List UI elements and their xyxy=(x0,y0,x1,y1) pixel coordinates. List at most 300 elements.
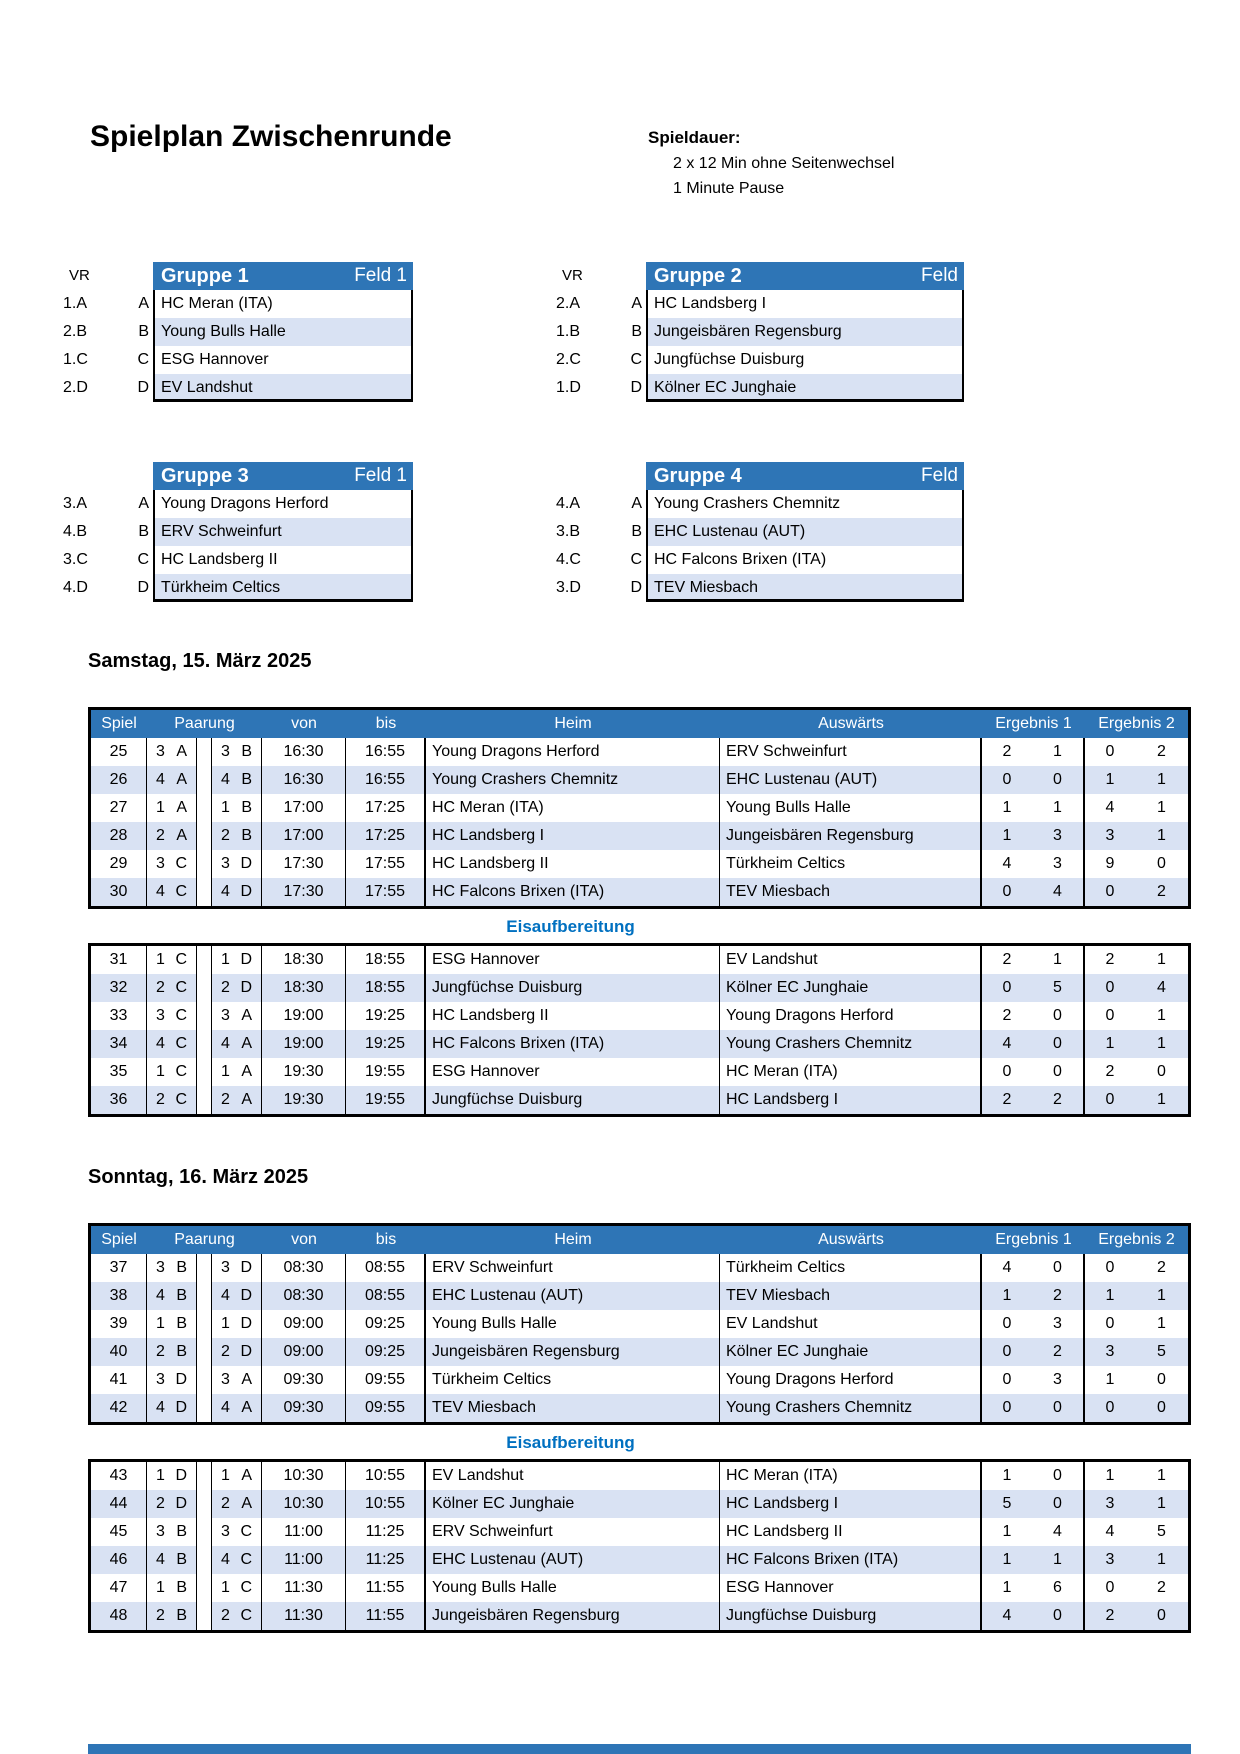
pairing-away-slot: D xyxy=(240,1343,252,1360)
pairing-away-group: 2 xyxy=(221,827,230,844)
pairing-home-slot: C xyxy=(175,883,187,900)
result-2-away: 1 xyxy=(1157,1035,1166,1052)
pairing-home-slot: B xyxy=(176,1343,187,1360)
result-2-home: 0 xyxy=(1105,979,1115,996)
pairing-away xyxy=(212,1366,262,1394)
result-1-home: 0 xyxy=(1002,1063,1012,1080)
pairing-home-group: 2 xyxy=(156,1091,165,1108)
pairing-away-slot: C xyxy=(240,1607,252,1624)
pairing-away xyxy=(212,794,262,822)
result-2-away: 2 xyxy=(1157,743,1166,760)
pairing-gap xyxy=(197,1310,212,1338)
match-row xyxy=(91,1030,1188,1058)
result-2-away: 1 xyxy=(1157,1007,1166,1024)
slot-letter: C xyxy=(137,351,149,368)
match-number: 39 xyxy=(91,1310,147,1338)
team-name: EV Landshut xyxy=(153,374,413,402)
end-time: 17:55 xyxy=(346,850,426,878)
home-team: EHC Lustenau (AUT) xyxy=(426,1282,720,1310)
result-2-away: 0 xyxy=(1157,1607,1166,1624)
slot-letter: D xyxy=(137,579,149,596)
result-1-home: 0 xyxy=(1002,1343,1012,1360)
group-header-spacer xyxy=(618,462,646,490)
away-team: Türkheim Celtics xyxy=(720,1254,982,1282)
result-1-away: 0 xyxy=(1032,1462,1085,1490)
seed-label: 4.B xyxy=(63,523,88,540)
team-name: ESG Hannover xyxy=(153,346,413,374)
pairing-away xyxy=(212,850,262,878)
group-team-row xyxy=(55,346,413,374)
start-time: 17:30 xyxy=(262,878,346,906)
end-time: 16:55 xyxy=(346,766,426,794)
result-1-away: 0 xyxy=(1032,1602,1085,1630)
home-team: ERV Schweinfurt xyxy=(426,1254,720,1282)
result-1-away: 0 xyxy=(1032,1394,1085,1422)
pairing-away-group: 1 xyxy=(221,799,230,816)
group-team-row xyxy=(55,490,413,518)
result-1-away: 0 xyxy=(1032,1058,1085,1086)
home-team: HC Landsberg II xyxy=(426,1002,720,1030)
pairing-home xyxy=(147,946,197,974)
pairing-away-group: 3 xyxy=(221,1259,230,1276)
pairing-gap xyxy=(197,1546,212,1574)
result-2-away: 5 xyxy=(1157,1343,1166,1360)
result-2-home: 1 xyxy=(1105,1371,1115,1388)
group-team-row xyxy=(548,346,964,374)
pairing-gap xyxy=(197,1518,212,1546)
pairing-away xyxy=(212,1030,262,1058)
result-1-home: 4 xyxy=(1002,1259,1012,1276)
match-row xyxy=(91,738,1188,766)
pairing-away-slot: B xyxy=(241,771,252,788)
match-number: 37 xyxy=(91,1254,147,1282)
col-header-paarung: Paarung xyxy=(174,715,235,732)
day-section xyxy=(88,1166,1191,1633)
home-team: Jungeisbären Regensburg xyxy=(426,1338,720,1366)
seed-label: 3.A xyxy=(63,495,88,512)
pairing-away xyxy=(212,1058,262,1086)
vr-column-label: VR xyxy=(69,267,90,284)
group-name: Gruppe 4 xyxy=(654,465,742,487)
end-time: 11:25 xyxy=(346,1546,426,1574)
result-1-away: 4 xyxy=(1032,1518,1085,1546)
match-row xyxy=(91,1574,1188,1602)
pairing-home xyxy=(147,1002,197,1030)
team-name: HC Landsberg I xyxy=(646,290,964,318)
slot-letter: A xyxy=(138,295,149,312)
group-field-label: Feld 1 xyxy=(354,265,407,286)
pairing-away-group: 4 xyxy=(221,1399,230,1416)
pairing-home-group: 1 xyxy=(156,1579,165,1596)
pairing-home-slot: C xyxy=(175,951,187,968)
group-field-label: Feld xyxy=(921,265,958,286)
pairing-home-group: 3 xyxy=(156,1371,165,1388)
seed-label: 4.D xyxy=(63,579,88,596)
pairing-gap xyxy=(197,1394,212,1422)
away-team: EHC Lustenau (AUT) xyxy=(720,766,982,794)
end-time: 08:55 xyxy=(346,1282,426,1310)
home-team: ESG Hannover xyxy=(426,946,720,974)
slot-letter: A xyxy=(631,295,642,312)
col-header-von: von xyxy=(291,715,317,732)
start-time: 17:00 xyxy=(262,822,346,850)
away-team: Young Crashers Chemnitz xyxy=(720,1394,982,1422)
pairing-home xyxy=(147,1030,197,1058)
result-2-home: 2 xyxy=(1105,951,1115,968)
pairing-away xyxy=(212,1518,262,1546)
away-team: HC Falcons Brixen (ITA) xyxy=(720,1546,982,1574)
pairing-away xyxy=(212,1574,262,1602)
start-time: 09:00 xyxy=(262,1310,346,1338)
match-row xyxy=(91,1002,1188,1030)
start-time: 11:00 xyxy=(262,1518,346,1546)
seed-label: 2.C xyxy=(556,351,581,368)
pairing-away-slot: D xyxy=(240,1315,252,1332)
home-team: Young Dragons Herford xyxy=(426,738,720,766)
away-team: Kölner EC Junghaie xyxy=(720,1338,982,1366)
away-team: HC Landsberg I xyxy=(720,1086,982,1114)
result-1-home: 2 xyxy=(1002,1091,1012,1108)
result-1-away: 0 xyxy=(1032,766,1085,794)
result-2-home: 3 xyxy=(1105,1343,1115,1360)
pairing-away xyxy=(212,1338,262,1366)
home-team: Young Bulls Halle xyxy=(426,1574,720,1602)
pairing-home-group: 4 xyxy=(156,1287,165,1304)
result-2-away: 1 xyxy=(1157,799,1166,816)
match-number: 42 xyxy=(91,1394,147,1422)
ice-resurfacing-label: Eisaufbereitung xyxy=(506,1433,635,1452)
pairing-home-group: 2 xyxy=(156,1495,165,1512)
result-1-home: 1 xyxy=(1002,1287,1012,1304)
result-2-home: 0 xyxy=(1105,1259,1115,1276)
match-number: 30 xyxy=(91,878,147,906)
pairing-away-group: 3 xyxy=(221,1007,230,1024)
pairing-gap xyxy=(197,1338,212,1366)
result-1-home: 0 xyxy=(1002,883,1012,900)
away-team: HC Meran (ITA) xyxy=(720,1462,982,1490)
pairing-gap xyxy=(197,1030,212,1058)
result-2-away: 0 xyxy=(1157,1371,1166,1388)
slot-letter: D xyxy=(630,579,642,596)
result-2-home: 3 xyxy=(1105,827,1115,844)
pairing-home-group: 1 xyxy=(156,799,165,816)
result-1-away: 0 xyxy=(1032,1002,1085,1030)
pairing-away-slot: D xyxy=(240,979,252,996)
pairing-home-slot: B xyxy=(176,1523,187,1540)
start-time: 17:30 xyxy=(262,850,346,878)
away-team: Kölner EC Junghaie xyxy=(720,974,982,1002)
match-row xyxy=(91,1490,1188,1518)
group-team-row xyxy=(548,490,964,518)
result-2-away: 2 xyxy=(1157,1259,1166,1276)
result-1-away: 3 xyxy=(1032,822,1085,850)
pairing-gap xyxy=(197,850,212,878)
next-table-header-strip xyxy=(88,1744,1191,1754)
pairing-away-slot: D xyxy=(240,883,252,900)
team-name: EHC Lustenau (AUT) xyxy=(646,518,964,546)
result-2-away: 5 xyxy=(1157,1523,1166,1540)
pairing-away xyxy=(212,822,262,850)
group-team-list xyxy=(548,290,964,402)
result-2-away: 1 xyxy=(1157,1467,1166,1484)
pairing-away-group: 4 xyxy=(221,1551,230,1568)
pairing-home-group: 4 xyxy=(156,1399,165,1416)
result-2-home: 1 xyxy=(1105,1287,1115,1304)
result-2-away: 1 xyxy=(1157,1315,1166,1332)
col-header-auswaerts: Auswärts xyxy=(818,1231,884,1248)
end-time: 09:25 xyxy=(346,1338,426,1366)
pairing-away-group: 3 xyxy=(221,855,230,872)
pairing-home-group: 1 xyxy=(156,1063,165,1080)
group-team-row xyxy=(55,574,413,602)
result-1-away: 2 xyxy=(1032,1338,1085,1366)
team-name: Kölner EC Junghaie xyxy=(646,374,964,402)
pairing-away-group: 3 xyxy=(221,743,230,760)
match-number: 33 xyxy=(91,1002,147,1030)
pairing-away xyxy=(212,766,262,794)
pairing-away xyxy=(212,1462,262,1490)
pairing-gap xyxy=(197,1058,212,1086)
match-number: 25 xyxy=(91,738,147,766)
match-number: 41 xyxy=(91,1366,147,1394)
away-team: Young Bulls Halle xyxy=(720,794,982,822)
seed-label: 4.A xyxy=(556,495,581,512)
team-name: ERV Schweinfurt xyxy=(153,518,413,546)
pairing-home-group: 4 xyxy=(156,1035,165,1052)
seed-label: 2.A xyxy=(556,295,581,312)
pairing-home-slot: A xyxy=(176,771,187,788)
home-team: Young Crashers Chemnitz xyxy=(426,766,720,794)
match-number: 36 xyxy=(91,1086,147,1114)
match-rows-block-2 xyxy=(91,1462,1188,1630)
result-1-away: 5 xyxy=(1032,974,1085,1002)
home-team: HC Landsberg II xyxy=(426,850,720,878)
pairing-away-slot: B xyxy=(241,743,252,760)
away-team: Türkheim Celtics xyxy=(720,850,982,878)
start-time: 11:30 xyxy=(262,1574,346,1602)
pairing-away-slot: C xyxy=(240,1579,252,1596)
start-time: 18:30 xyxy=(262,974,346,1002)
pairing-away-slot: A xyxy=(241,1399,252,1416)
start-time: 17:00 xyxy=(262,794,346,822)
result-2-home: 4 xyxy=(1105,799,1115,816)
pairing-away-group: 2 xyxy=(221,1091,230,1108)
match-table-block-2 xyxy=(88,1459,1191,1633)
pairing-away-slot: A xyxy=(241,1467,252,1484)
pairing-away-group: 1 xyxy=(221,1467,230,1484)
pairing-away-slot: A xyxy=(241,1035,252,1052)
pairing-gap xyxy=(197,1002,212,1030)
match-row xyxy=(91,1254,1188,1282)
result-1-away: 2 xyxy=(1032,1086,1085,1114)
end-time: 09:25 xyxy=(346,1310,426,1338)
seed-label: 2.D xyxy=(63,379,88,396)
col-header-paarung: Paarung xyxy=(174,1231,235,1248)
match-number: 47 xyxy=(91,1574,147,1602)
pairing-gap xyxy=(197,1254,212,1282)
pairing-home xyxy=(147,1086,197,1114)
pairing-home-group: 4 xyxy=(156,883,165,900)
away-team: HC Landsberg I xyxy=(720,1490,982,1518)
slot-letter: B xyxy=(138,323,149,340)
result-1-home: 0 xyxy=(1002,1315,1012,1332)
match-number: 27 xyxy=(91,794,147,822)
pairing-gap xyxy=(197,878,212,906)
group-name: Gruppe 1 xyxy=(161,265,249,287)
match-row xyxy=(91,1282,1188,1310)
home-team: Jungfüchse Duisburg xyxy=(426,974,720,1002)
match-row xyxy=(91,1058,1188,1086)
result-1-home: 1 xyxy=(1002,1467,1012,1484)
ice-resurfacing-label: Eisaufbereitung xyxy=(506,917,635,936)
pairing-away-group: 4 xyxy=(221,771,230,788)
col-header-bis: bis xyxy=(375,715,397,732)
end-time: 16:55 xyxy=(346,738,426,766)
result-2-away: 1 xyxy=(1157,1287,1166,1304)
pairing-home xyxy=(147,1546,197,1574)
pairing-gap xyxy=(197,738,212,766)
pairing-away-group: 4 xyxy=(221,1035,230,1052)
pairing-away-group: 3 xyxy=(221,1523,230,1540)
game-duration-label: Spieldauer: xyxy=(648,128,741,147)
group-table xyxy=(55,462,413,602)
result-2-home: 3 xyxy=(1105,1551,1115,1568)
end-time: 19:55 xyxy=(346,1086,426,1114)
pairing-home xyxy=(147,766,197,794)
group-name: Gruppe 2 xyxy=(654,265,742,287)
pairing-gap xyxy=(197,1574,212,1602)
slot-letter: A xyxy=(631,495,642,512)
start-time: 10:30 xyxy=(262,1490,346,1518)
home-team: Kölner EC Junghaie xyxy=(426,1490,720,1518)
group-team-row xyxy=(548,374,964,402)
result-1-home: 4 xyxy=(1002,855,1012,872)
group-team-row xyxy=(548,290,964,318)
match-number: 38 xyxy=(91,1282,147,1310)
pairing-home-group: 3 xyxy=(156,855,165,872)
group-team-row xyxy=(55,290,413,318)
away-team: ERV Schweinfurt xyxy=(720,738,982,766)
result-2-home: 0 xyxy=(1105,1091,1115,1108)
group-table xyxy=(55,262,413,402)
result-1-away: 1 xyxy=(1032,1546,1085,1574)
match-row xyxy=(91,878,1188,906)
pairing-gap xyxy=(197,1462,212,1490)
away-team: TEV Miesbach xyxy=(720,878,982,906)
col-header-spiel: Spiel xyxy=(101,715,137,732)
away-team: TEV Miesbach xyxy=(720,1282,982,1310)
match-number: 43 xyxy=(91,1462,147,1490)
pairing-home-group: 3 xyxy=(156,1007,165,1024)
end-time: 10:55 xyxy=(346,1490,426,1518)
pairing-away-group: 2 xyxy=(221,1495,230,1512)
home-team: TEV Miesbach xyxy=(426,1394,720,1422)
end-time: 17:55 xyxy=(346,878,426,906)
pairing-home-slot: A xyxy=(176,743,187,760)
result-2-home: 0 xyxy=(1105,1315,1115,1332)
pairing-gap xyxy=(197,822,212,850)
slot-letter: B xyxy=(631,523,642,540)
team-name: Jungfüchse Duisburg xyxy=(646,346,964,374)
pairing-home-slot: C xyxy=(175,1063,187,1080)
away-team: HC Meran (ITA) xyxy=(720,1058,982,1086)
start-time: 19:00 xyxy=(262,1030,346,1058)
day-section xyxy=(88,650,1191,1117)
result-1-home: 4 xyxy=(1002,1607,1012,1624)
team-name: Young Dragons Herford xyxy=(153,490,413,518)
vr-column-label xyxy=(548,462,618,490)
pairing-away xyxy=(212,1394,262,1422)
seed-label: 2.B xyxy=(63,323,88,340)
match-row xyxy=(91,822,1188,850)
match-number: 44 xyxy=(91,1490,147,1518)
match-number: 48 xyxy=(91,1602,147,1630)
result-2-away: 2 xyxy=(1157,883,1166,900)
group-team-row xyxy=(55,374,413,402)
pairing-away-group: 1 xyxy=(221,1315,230,1332)
team-name: HC Falcons Brixen (ITA) xyxy=(646,546,964,574)
end-time: 11:25 xyxy=(346,1518,426,1546)
end-time: 18:55 xyxy=(346,974,426,1002)
pairing-home xyxy=(147,850,197,878)
pairing-home-group: 2 xyxy=(156,1607,165,1624)
group-team-row xyxy=(548,574,964,602)
game-duration-line-2: 1 Minute Pause xyxy=(673,180,785,197)
home-team: EV Landshut xyxy=(426,1462,720,1490)
pairing-away-group: 4 xyxy=(221,1287,230,1304)
game-duration-line-1: 2 x 12 Min ohne Seitenwechsel xyxy=(673,155,895,172)
start-time: 11:00 xyxy=(262,1546,346,1574)
start-time: 08:30 xyxy=(262,1282,346,1310)
pairing-home-group: 4 xyxy=(156,771,165,788)
group-table xyxy=(548,262,964,402)
pairing-away xyxy=(212,946,262,974)
start-time: 19:30 xyxy=(262,1058,346,1086)
col-header-ergebnis-1: Ergebnis 1 xyxy=(995,1231,1072,1248)
pairing-home xyxy=(147,1462,197,1490)
pairing-away-slot: C xyxy=(240,1551,252,1568)
pairing-gap xyxy=(197,1602,212,1630)
result-1-home: 2 xyxy=(1002,1007,1012,1024)
result-1-away: 1 xyxy=(1032,946,1085,974)
pairing-away-slot: B xyxy=(241,827,252,844)
match-row xyxy=(91,766,1188,794)
end-time: 18:55 xyxy=(346,946,426,974)
seed-label: 1.D xyxy=(556,379,581,396)
match-table-header-row xyxy=(91,1226,1188,1254)
result-1-home: 2 xyxy=(1002,951,1012,968)
pairing-home-slot: D xyxy=(175,1399,187,1416)
end-time: 17:25 xyxy=(346,794,426,822)
match-row xyxy=(91,974,1188,1002)
pairing-away-group: 3 xyxy=(221,1371,230,1388)
result-2-home: 4 xyxy=(1105,1523,1115,1540)
result-2-home: 0 xyxy=(1105,883,1115,900)
match-number: 46 xyxy=(91,1546,147,1574)
match-number: 29 xyxy=(91,850,147,878)
pairing-gap xyxy=(197,1086,212,1114)
result-2-away: 0 xyxy=(1157,855,1166,872)
pairing-home xyxy=(147,1366,197,1394)
seed-label: 1.A xyxy=(63,295,88,312)
pairing-home-group: 1 xyxy=(156,951,165,968)
seed-label: 4.C xyxy=(556,551,581,568)
match-number: 31 xyxy=(91,946,147,974)
start-time: 11:30 xyxy=(262,1602,346,1630)
group-header-spacer xyxy=(618,262,646,290)
slot-letter: B xyxy=(138,523,149,540)
pairing-away-slot: A xyxy=(241,1495,252,1512)
